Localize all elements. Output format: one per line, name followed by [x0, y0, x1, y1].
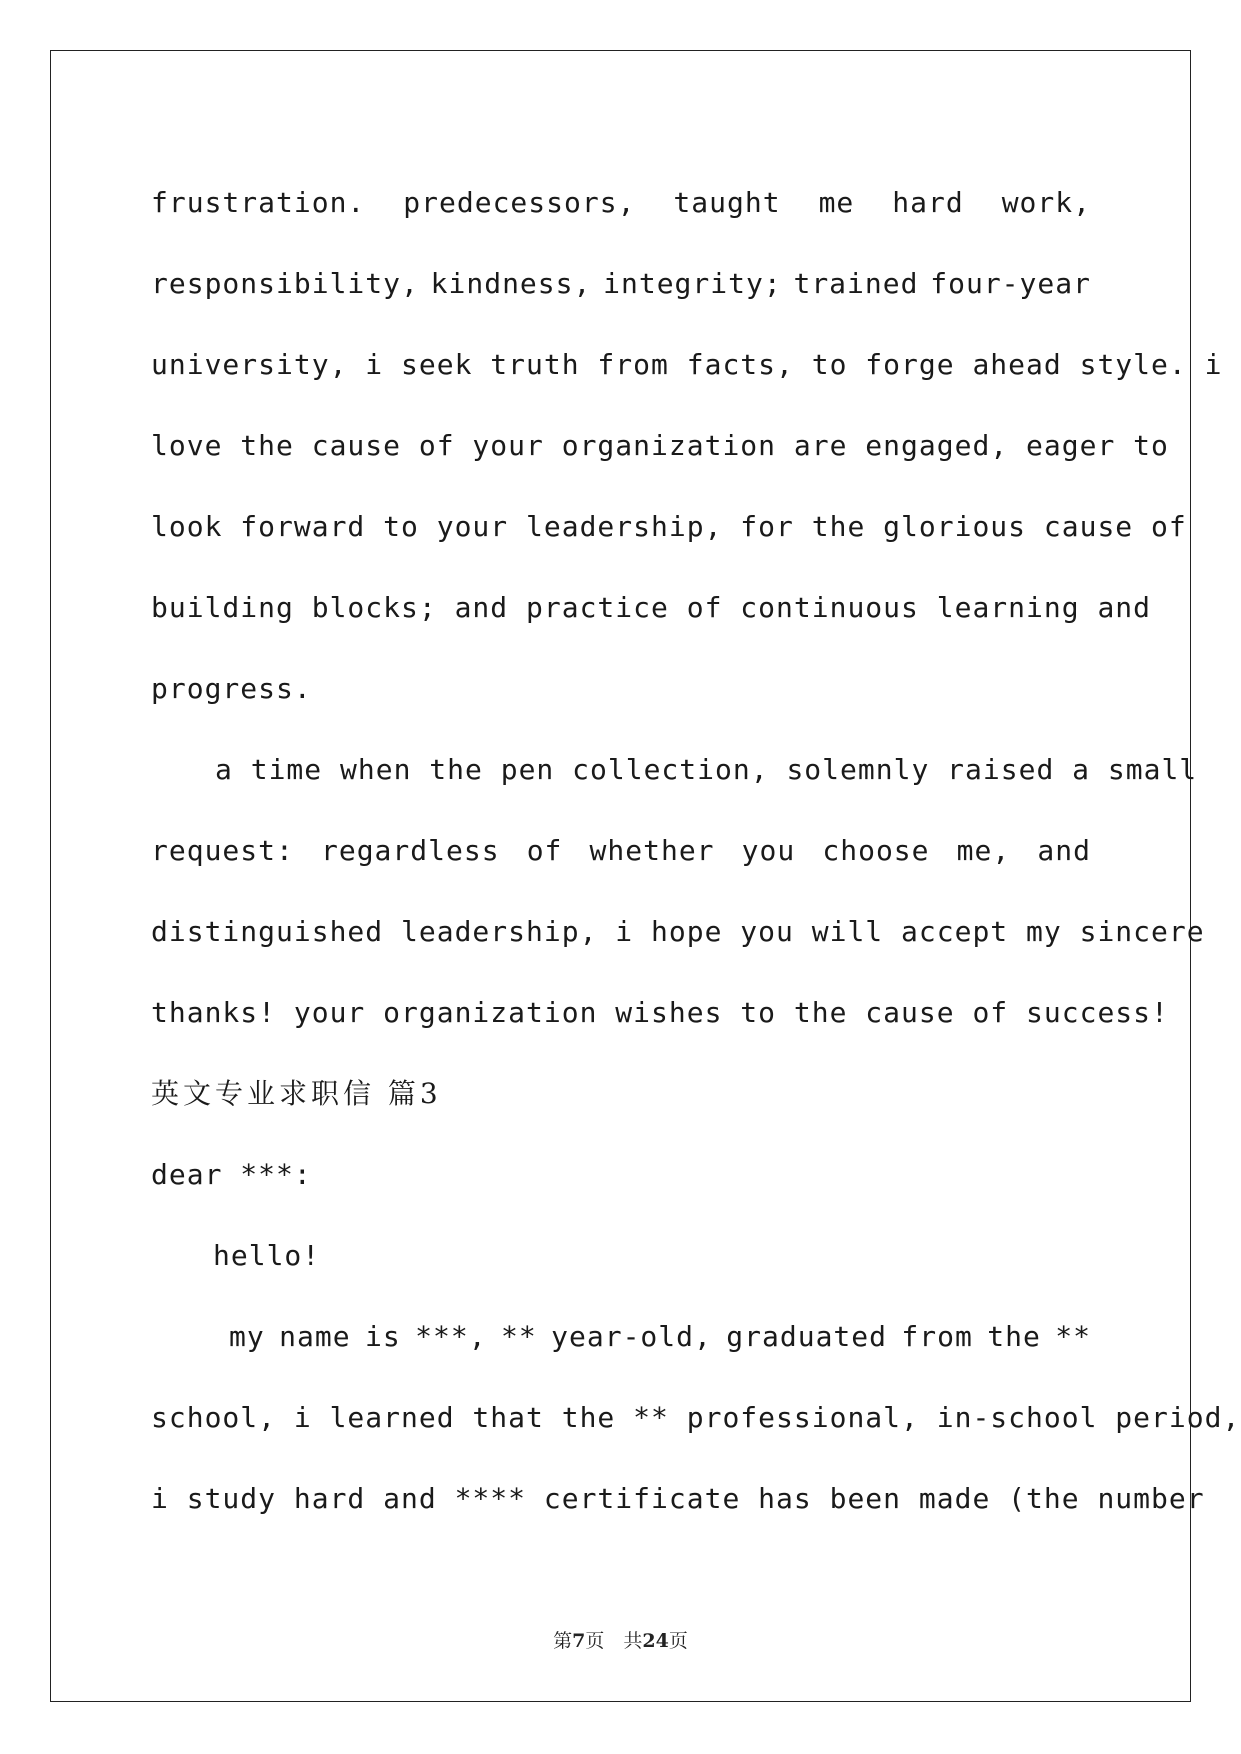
footer-total-pages: 24: [642, 1630, 669, 1652]
word: **: [501, 1320, 537, 1353]
word: kindness,: [430, 267, 592, 300]
word: my: [229, 1320, 265, 1353]
text-line-8: a time when the pen collection, solemnly raised a small: [215, 753, 1198, 786]
word: graduated: [726, 1320, 887, 1353]
text-line-17: i study hard and **** certificate has been made (the number: [151, 1482, 1205, 1515]
word: frustration.: [151, 186, 366, 219]
text-line-2: [151, 243, 1091, 324]
word: responsibility,: [151, 267, 419, 300]
word: whether: [589, 834, 715, 867]
page-footer: [0, 1626, 1241, 1653]
word: name: [279, 1320, 351, 1353]
word: regardless: [320, 834, 500, 867]
word: work,: [1001, 186, 1091, 219]
word: choose: [822, 834, 930, 867]
word: hard: [892, 186, 964, 219]
word: predecessors,: [403, 186, 636, 219]
text-line-1: [151, 162, 1091, 243]
word: trained: [793, 267, 919, 300]
section-heading: 英文专业求职信 篇3: [151, 1077, 442, 1110]
word: and: [1037, 834, 1091, 867]
word: of: [526, 834, 563, 867]
word: me,: [956, 834, 1011, 867]
footer-page-number: 7: [572, 1630, 586, 1652]
text-line-7: progress.: [151, 672, 312, 705]
word: year-old,: [551, 1320, 712, 1353]
word: ***,: [415, 1320, 487, 1353]
text-line-11: thanks! your organization wishes to the cause of success!: [151, 996, 1169, 1029]
word: the: [987, 1320, 1041, 1353]
text-line-6: building blocks; and practice of continuous learning and: [151, 591, 1152, 624]
document-body: [151, 162, 1241, 1539]
word: you: [741, 834, 796, 867]
text-line-5: look forward to your leadership, for the glorious cause of: [151, 510, 1187, 543]
text-line-15: [151, 1296, 1091, 1377]
word: integrity;: [603, 267, 782, 300]
text-line-9: [151, 810, 1091, 891]
footer-prefix: 第: [553, 1630, 573, 1652]
text-line-16: school, i learned that the ** professional, in-school period,: [151, 1401, 1241, 1434]
word: me: [818, 186, 855, 219]
text-line-10: distinguished leadership, i hope you will accept my sincere: [151, 915, 1205, 948]
word: is: [365, 1320, 401, 1353]
word: from: [901, 1320, 973, 1353]
greeting: hello!: [213, 1239, 321, 1272]
text-line-3: university, i seek truth from facts, to forge ahead style. i: [151, 348, 1223, 381]
salutation: dear ***:: [151, 1158, 312, 1191]
word: request:: [151, 834, 294, 867]
footer-middle: 页 共: [585, 1630, 643, 1652]
word: four-year: [930, 267, 1091, 300]
word: taught: [673, 186, 781, 219]
word: **: [1055, 1320, 1091, 1353]
footer-suffix: 页: [668, 1630, 688, 1652]
text-line-4: love the cause of your organization are engaged, eager to: [151, 429, 1169, 462]
